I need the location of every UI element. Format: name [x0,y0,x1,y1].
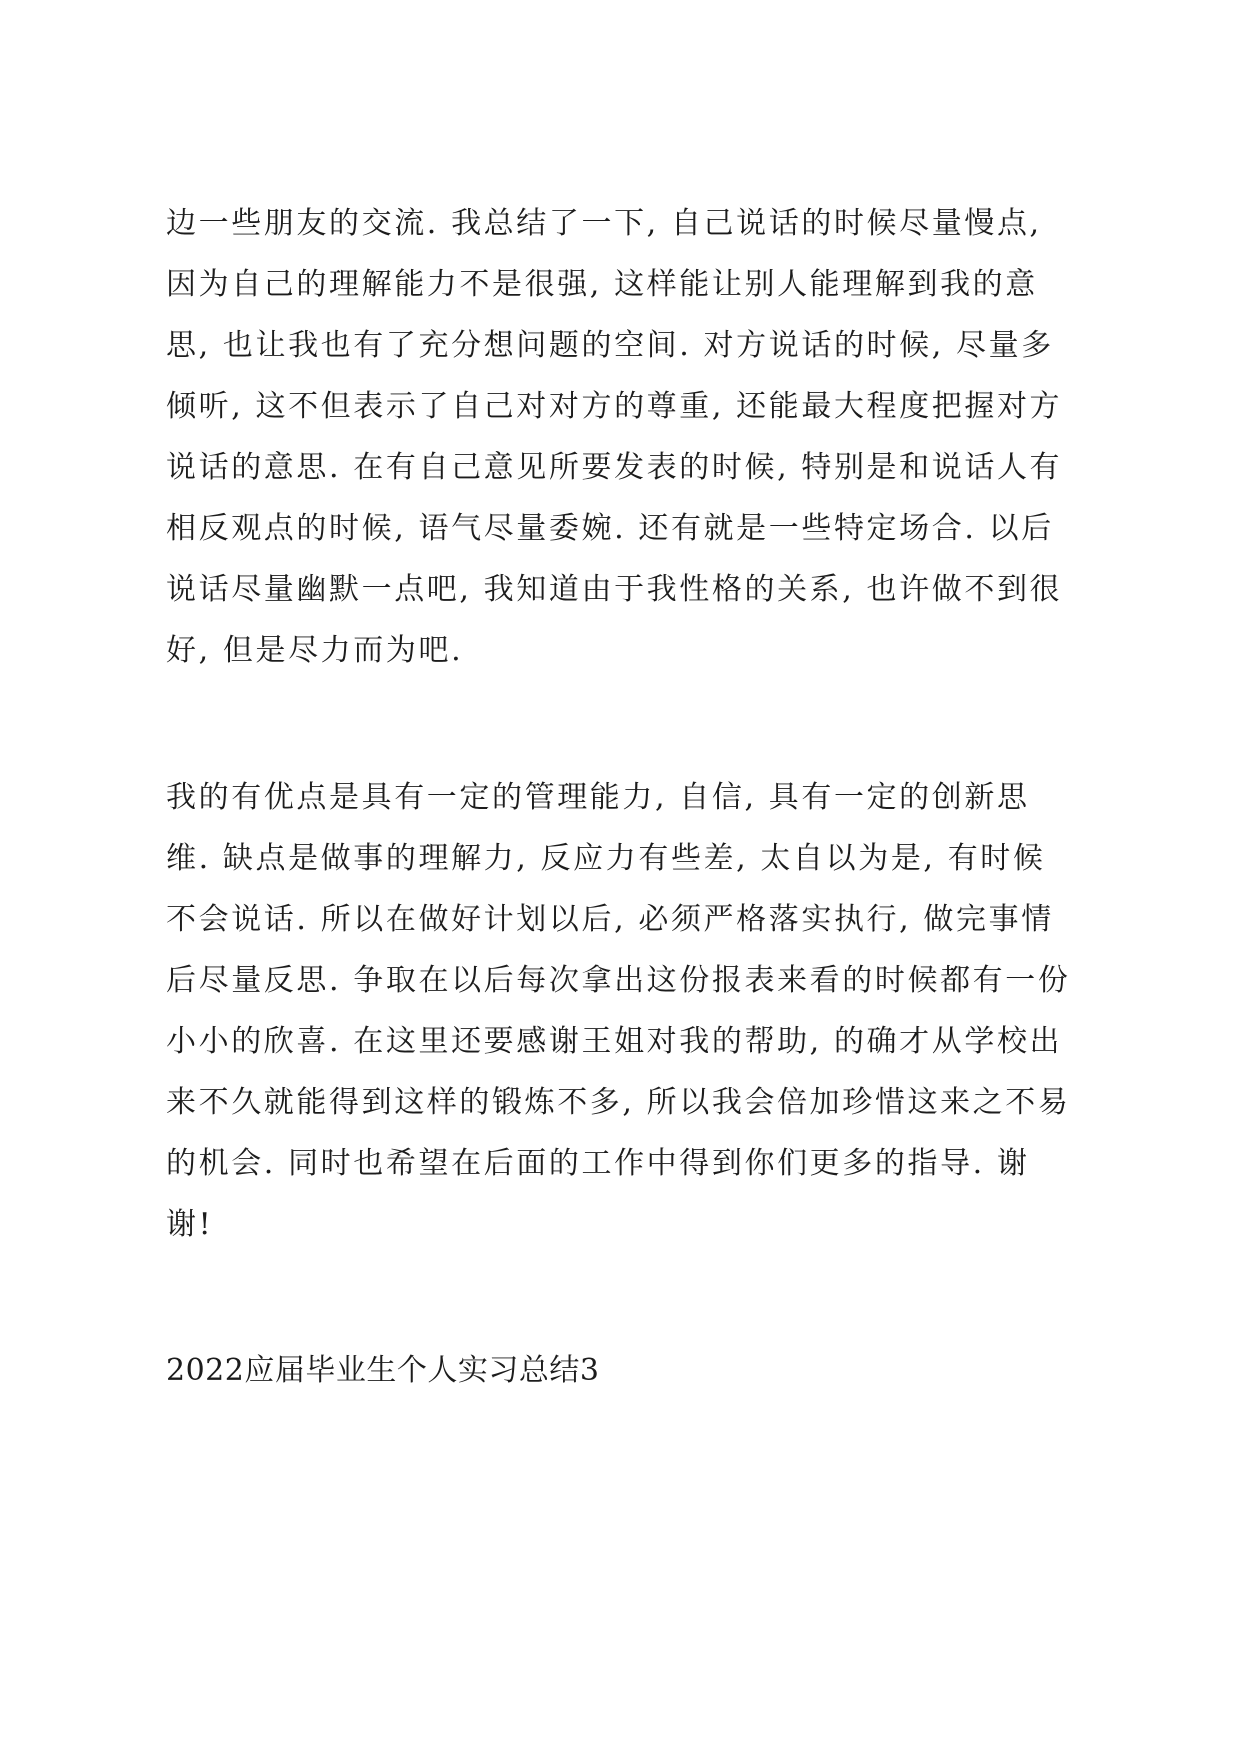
paragraph-1-line-1: 边一些朋友的交流. 我总结了一下, 自己说话的时候尽量慢点, [166,206,1042,241]
paragraph-1-line-7: 说话尽量幽默一点吧, 我知道由于我性格的关系, 也许做不到很 [166,572,1063,607]
paragraph-2-line-4: 后尽量反思. 争取在以后每次拿出这份报表来看的时候都有一份 [166,963,1071,998]
paragraph-2-line-6: 来不久就能得到这样的锻炼不多, 所以我会倍加珍惜这来之不易 [166,1085,1071,1120]
paragraph-1-line-8: 好, 但是尽力而为吧. [166,633,464,668]
paragraph-1-line-3: 思, 也让我也有了充分想问题的空间. 对方说话的时候, 尽量多 [166,328,1054,363]
paragraph-1-line-5: 说话的意思. 在有自己意见所要发表的时候, 特别是和说话人有 [166,450,1063,485]
paragraph-2-line-8: 谢! [166,1207,214,1242]
paragraph-2-line-7: 的机会. 同时也希望在后面的工作中得到你们更多的指导. 谢 [166,1146,1030,1181]
paragraph-2-line-5: 小小的欣喜. 在这里还要感谢王姐对我的帮助, 的确才从学校出 [166,1024,1063,1059]
paragraph-2-line-1: 我的有优点是具有一定的管理能力, 自信, 具有一定的创新思 [166,780,1030,815]
paragraph-2-line-3: 不会说话. 所以在做好计划以后, 必须严格落实执行, 做完事情 [166,902,1054,937]
paragraph-2-line-2: 维. 缺点是做事的理解力, 反应力有些差, 太自以为是, 有时候 [166,841,1046,876]
paragraph-1-line-2: 因为自己的理解能力不是很强, 这样能让别人能理解到我的意 [166,267,1038,302]
paragraph-1-line-6: 相反观点的时候, 语气尽量委婉. 还有就是一些特定场合. 以后 [166,511,1054,546]
paragraph-1-line-4: 倾听, 这不但表示了自己对对方的尊重, 还能最大程度把握对方 [166,389,1063,424]
section-heading: 2022应届毕业生个人实习总结3 [166,1353,600,1388]
